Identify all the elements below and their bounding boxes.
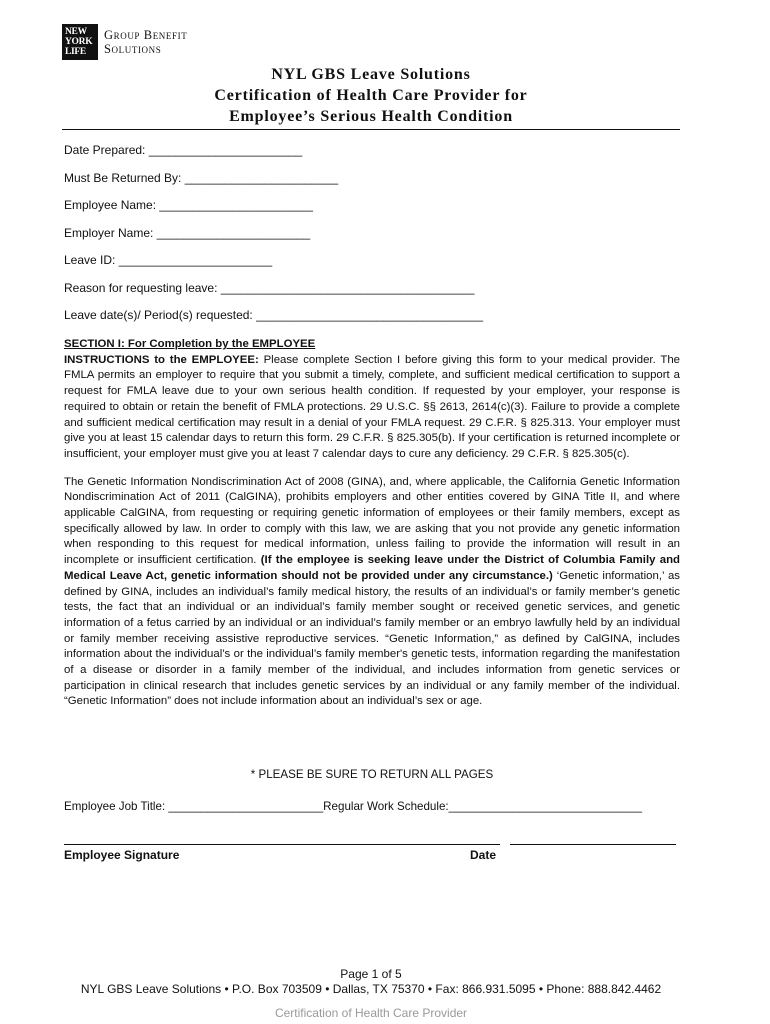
field-label: Leave ID: — [64, 253, 116, 267]
job-title-label: Employee Job Title: — [64, 800, 166, 813]
field-leave-dates — [64, 308, 684, 336]
logo-mark-line: YORK — [65, 37, 93, 47]
work-schedule-blank[interactable]: ______________________________ — [448, 800, 643, 813]
field-date-prepared — [64, 143, 684, 171]
field-label: Leave date(s)/ Period(s) requested: — [64, 308, 253, 322]
field-label: Employer Name: — [64, 225, 154, 240]
gina-bold-notice: (If the employee is seeking leave under the District of Columbia Family and Medical Leave Act, genetic information should not be provided under any circumstance.) — [64, 554, 680, 582]
field-label: Must Be Returned By: — [64, 170, 182, 185]
field-blank[interactable]: _______________________ — [148, 143, 303, 157]
logo-text-line: Solutions — [104, 42, 162, 56]
signature-line[interactable] — [64, 844, 500, 845]
footer-form-name: Certification of Health Care Provider — [274, 1006, 468, 1020]
date-line[interactable] — [510, 844, 676, 845]
field-label: Date Prepared: — [64, 143, 146, 157]
instructions-text: Please complete Section I before giving this form to your medical provider. The FMLA permits an employer to require that you submit a timely, complete, and sufficient medical certification to support a request for FMLA leave due to your own serious health condition. If requested by your employer, your response is required to obtain or retain the benefit of FMLA protections. 29 U.S.C. §§ 2613, 2614(c)(3). Failure to provide a complete and sufficient medical certification may result in a denial of your FMLA request. 29 C.F.R. § 825.313. Your employer must give you at least 15 calendar days to return this form. 29 C.F.R. § 825.305(b). If your certification is returned incomplete or insufficient, your employer must give you at least 7 calendar days to cure any deficiency. 29 C.F.R. § 825.305(c). — [64, 353, 680, 460]
field-blank[interactable]: ______________________________________ — [220, 280, 475, 295]
field-blank[interactable]: _______________________ — [184, 170, 339, 185]
logo-mark-line: LIFE — [65, 47, 86, 57]
employee-instructions — [64, 353, 680, 463]
field-blank[interactable]: _______________________ — [156, 225, 311, 240]
job-schedule-row — [64, 800, 684, 813]
return-all-pages-note: * PLEASE BE SURE TO RETURN ALL PAGES — [250, 768, 494, 781]
job-title-blank[interactable]: ________________________ — [168, 800, 324, 813]
field-employee-name — [64, 198, 684, 226]
work-schedule-label: Regular Work Schedule: — [323, 800, 449, 813]
title-line-2: Certification of Health Care Provider for — [214, 87, 528, 104]
gina-notice — [64, 475, 680, 711]
gina-text-1: The Genetic Information Nondiscrimination Act of 2008 (GINA), and, where applicable, the California Genetic Information Nondiscrimination Act of 2011 (CalGINA), prohibits employers and other entities covered by GINA Title II, and where applicable CalGINA, from requesting or requiring genetic information of employees or their family members, except as specifically allowed by law. In order to comply with this law, we are asking that you not provide any genetic information when responding to this request for medical information, unless failing to provide the information will result in an incomplete or insufficient certification. — [64, 475, 680, 567]
title-line-1: NYL GBS Leave Solutions — [271, 66, 471, 83]
field-leave-id — [64, 253, 684, 281]
field-blank[interactable]: _______________________ — [118, 253, 273, 267]
field-label: Reason for requesting leave: — [64, 280, 218, 295]
logo-mark-line: NEW — [65, 27, 87, 37]
company-logo — [62, 24, 187, 60]
instructions-label: INSTRUCTIONS to the EMPLOYEE: — [64, 353, 259, 366]
field-employer-name — [64, 226, 684, 254]
employee-signature-label: Employee Signature — [64, 848, 180, 862]
title-line-3: Employee’s Serious Health Condition — [229, 108, 513, 125]
field-reason-for-leave — [64, 281, 684, 309]
section-1-employee — [64, 337, 680, 722]
header-fields — [64, 143, 684, 336]
field-must-be-returned-by — [64, 171, 684, 199]
logo-wordmark — [104, 28, 187, 56]
field-label: Employee Name: — [64, 198, 157, 212]
page-number: Page 1 of 5 — [340, 967, 402, 981]
field-blank[interactable]: __________________________________ — [256, 308, 484, 322]
new-york-life-logo-mark — [62, 24, 98, 60]
signature-date-label: Date — [470, 848, 497, 862]
footer-contact: NYL GBS Leave Solutions • P.O. Box 703509 • Dallas, TX 75370 • Fax: 866.931.5095 • Phone: 888.842.4462 — [80, 982, 662, 996]
logo-text-line: Group Benefit — [104, 28, 188, 42]
gina-text-2: ‘Genetic information,’ as defined by GINA, includes an individual’s family medical history, the results of an individual’s or family member’s genetic tests, the fact that an individual or an individual’s family member sought or received genetic services, and genetic information of a fetus carried by an individual or an individual’s family member or an embryo lawfully held by an individual or family member receiving assistive reproductive services. “Genetic Information,” as defined by CalGINA, includes information about the individual’s or the individual’s family member's genetic tests, information regarding the manifestation of a disease or disorder in a family member of the individual, and includes information from genetic services or participation in clinical research that includes genetic services by an individual or any family member of the individual. “Genetic Information” does not include information about an individual’s sex or age. — [64, 569, 680, 708]
document-title — [62, 64, 680, 130]
field-blank[interactable]: _______________________ — [159, 198, 313, 212]
section-1-heading: SECTION I: For Completion by the EMPLOYEE — [64, 338, 316, 350]
